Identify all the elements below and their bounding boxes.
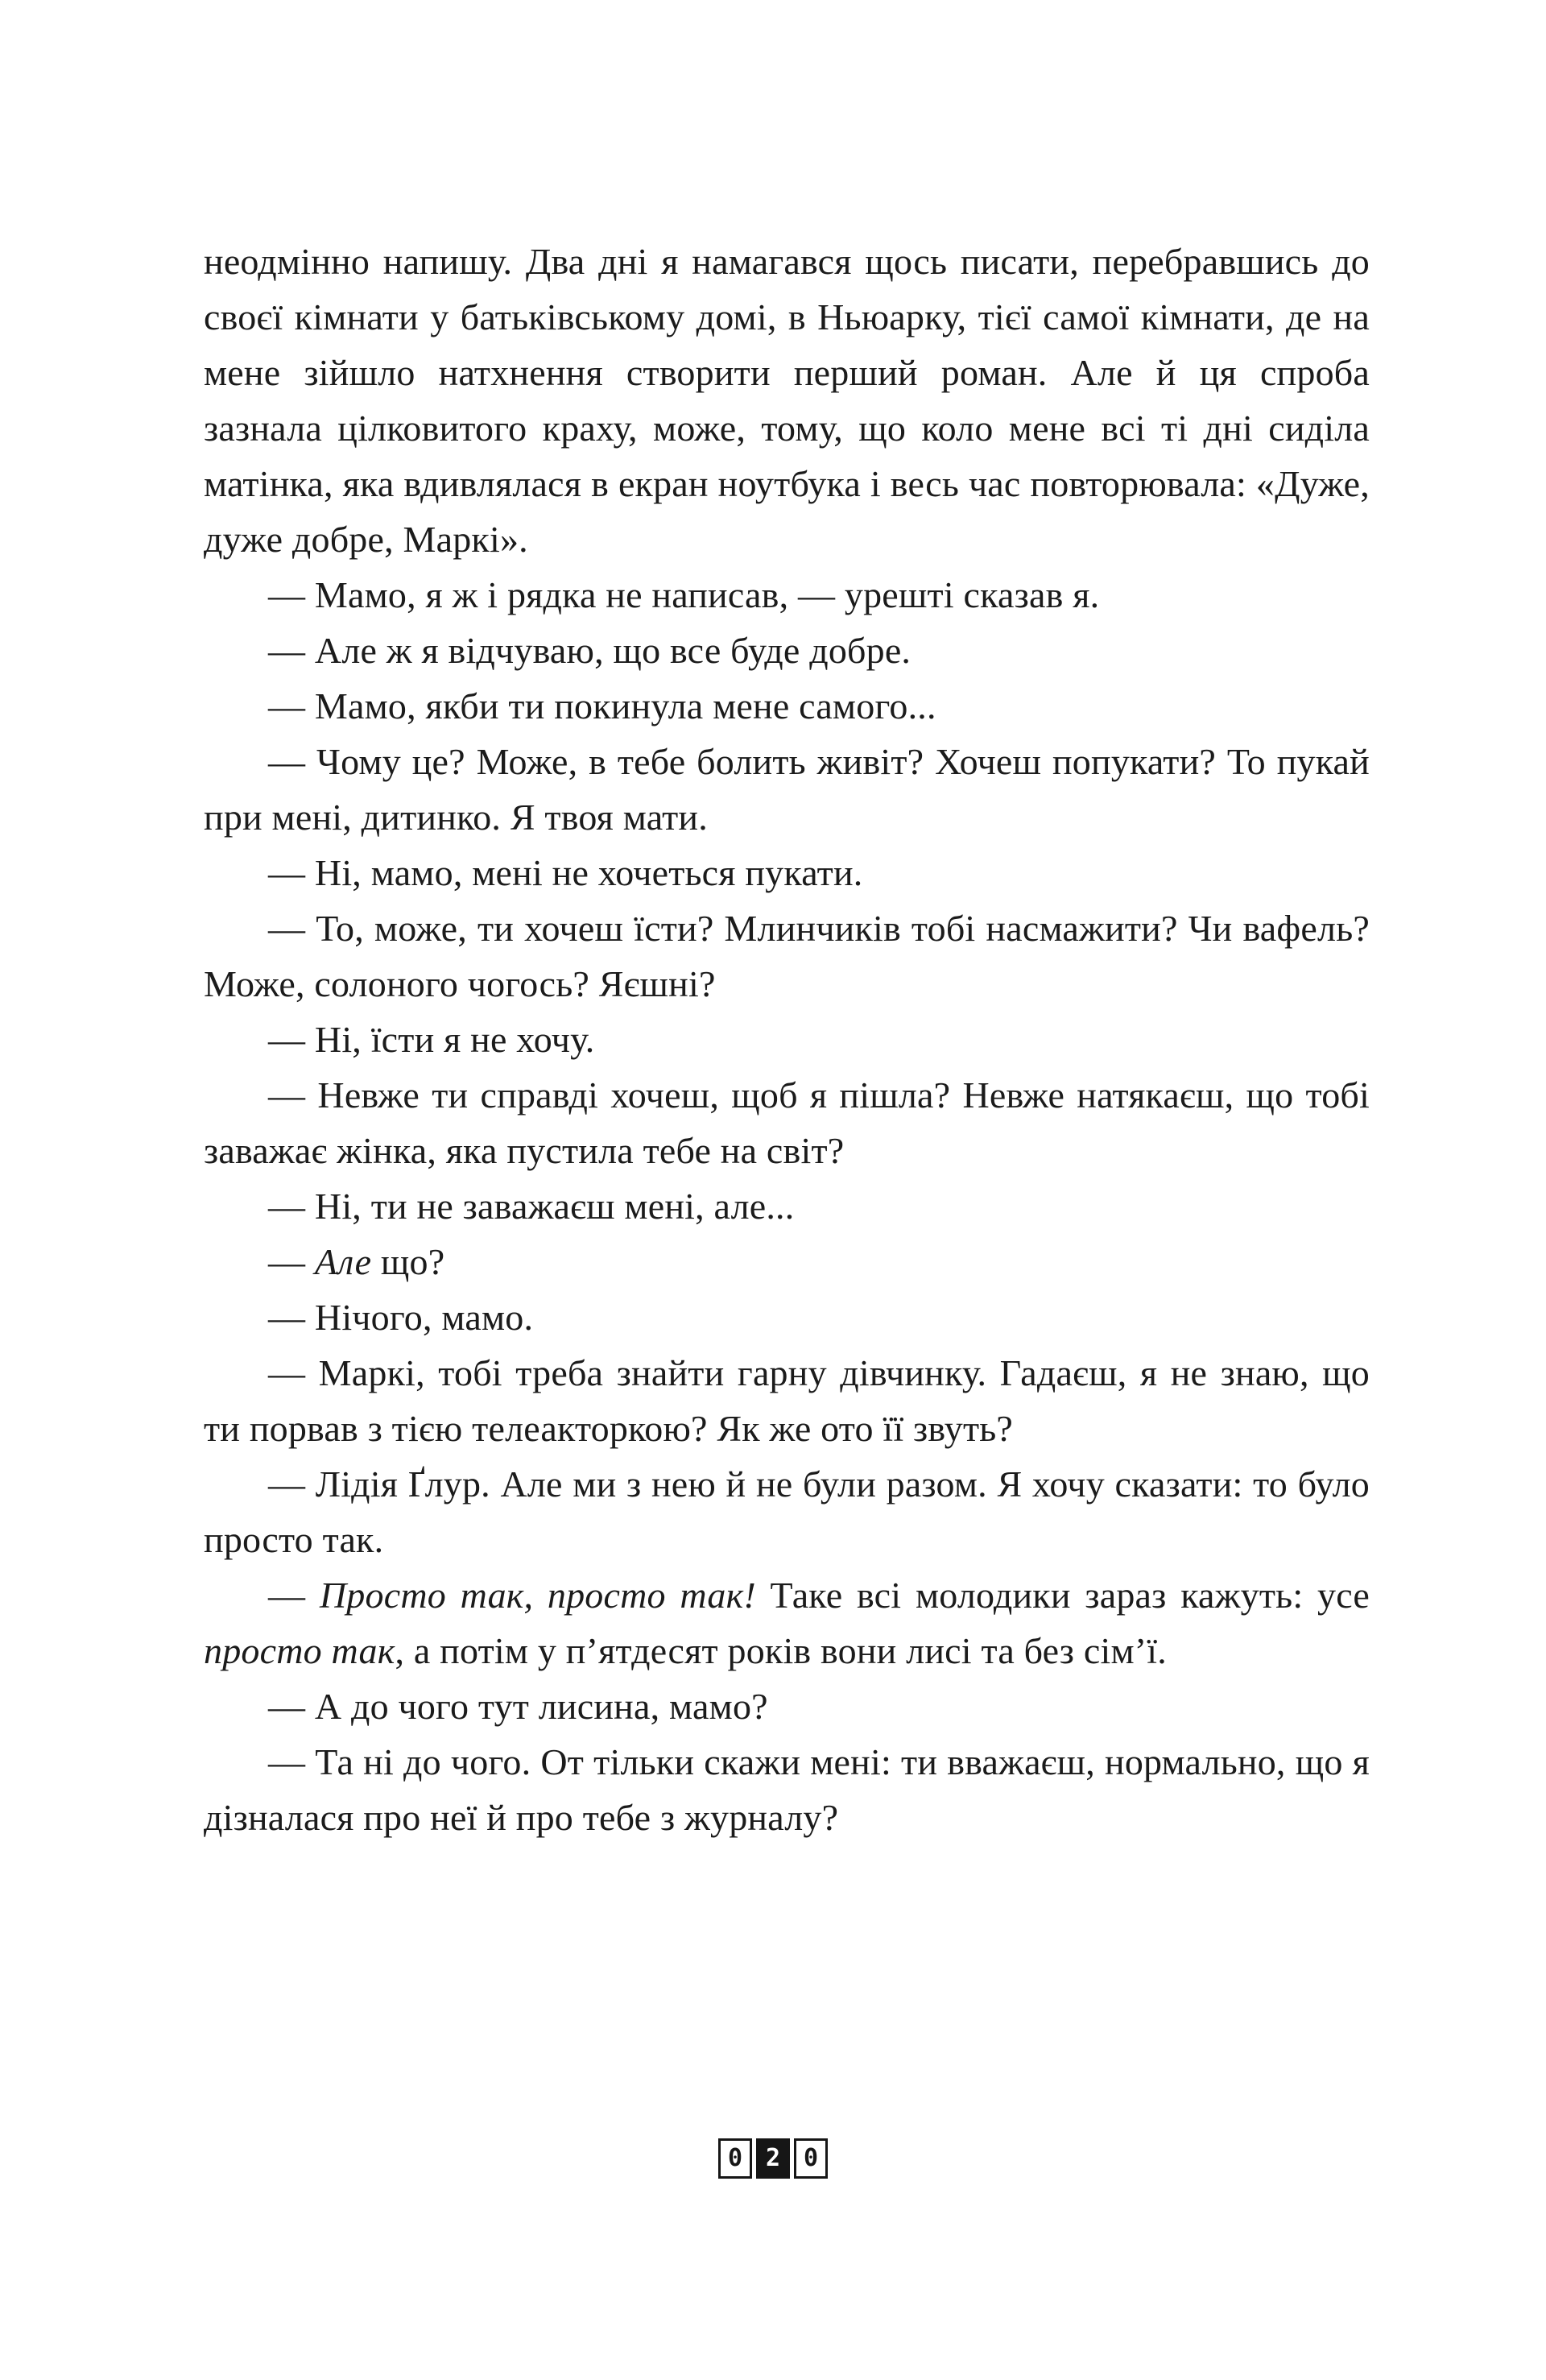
page-number-digit: 0 [794,2138,828,2179]
italic-text-run: Але [314,1241,372,1282]
paragraph [204,678,1370,734]
text-run: — Ні, мамо, мені не хочеться пукати. [268,852,863,893]
text-run: — Ні, їсти я не хочу. [268,1019,595,1060]
paragraph [204,567,1370,623]
text-run: — [268,1575,320,1616]
paragraph [204,623,1370,678]
text-run: Таке всі молодики зараз кажуть: усе [755,1575,1370,1616]
text-run: що? [371,1241,445,1282]
page-number [0,2138,1546,2179]
text-run: — Маркі, тобі треба знайти гарну дівчинку. Гадаєш, я не знаю, що ти порвав з тією телеакторкою? Як же ото її звуть? [204,1352,1370,1449]
text-run: — Ні, ти не заважаєш мені, але... [268,1186,795,1227]
paragraph [204,1345,1370,1456]
text-run: — Нічого, мамо. [268,1297,534,1338]
paragraph [204,1289,1370,1345]
text-block [204,234,1370,1845]
italic-text-run: просто так [204,1630,395,1671]
page-number-digit: 2 [756,2138,790,2179]
paragraph [204,1012,1370,1067]
paragraph [204,734,1370,845]
paragraph [204,1067,1370,1178]
paragraph [204,1678,1370,1734]
paragraph [204,900,1370,1012]
text-run: — Та ні до чого. От тільки скажи мені: ти вважаєш, нормально, що я дізналася про неї й про тебе з журналу? [204,1741,1370,1838]
text-run: — Але ж я відчуваю, що все буде добре. [268,630,911,671]
text-run: — А до чого тут лисина, мамо? [268,1686,768,1727]
italic-text-run: Просто так, просто так! [319,1575,756,1616]
text-run: — Мамо, якби ти покинула мене самого... [268,685,936,726]
paragraph [204,1567,1370,1678]
text-run: неодмінно напишу. Два дні я намагався щось писати, перебравшись до своєї кімнати у батьківському домі, в Ньюарку, тієї самої кімнати, де на мене зійшло натхнення створити перший роман. Але й ця спроба зазнала цілковитого краху, може, тому, що коло мене всі ті дні сиділа матінка, яка вдивлялася в екран ноутбука і весь час повторювала: «Дуже, дуже добре, Маркі». [204,241,1370,560]
text-run: — Невже ти справді хочеш, щоб я пішла? Невже натякаєш, що тобі заважає жінка, яка пустила тебе на світ? [204,1074,1370,1171]
text-run: — Лідія Ґлур. Але ми з нею й не були разом. Я хочу сказати: то було просто так. [204,1463,1370,1560]
paragraph [204,1734,1370,1845]
paragraph [204,234,1370,567]
text-run: — Чому це? Може, в тебе болить живіт? Хочеш попукати? То пукай при мені, дитинко. Я твоя мати. [204,741,1370,838]
paragraph [204,1178,1370,1234]
text-run: , а потім у п’ятдесят років вони лисі та без сім’ї. [395,1630,1167,1671]
text-run: — Мамо, я ж і рядка не написав, — урешті сказав я. [268,574,1100,615]
paragraph [204,1234,1370,1289]
paragraph [204,1456,1370,1567]
text-run: — То, може, ти хочеш їсти? Млинчиків тобі насмажити? Чи вафель? Може, солоного чогось? Яєшні? [204,908,1370,1004]
text-run: — [268,1241,315,1282]
paragraph [204,845,1370,900]
page-number-digit: 0 [718,2138,752,2179]
